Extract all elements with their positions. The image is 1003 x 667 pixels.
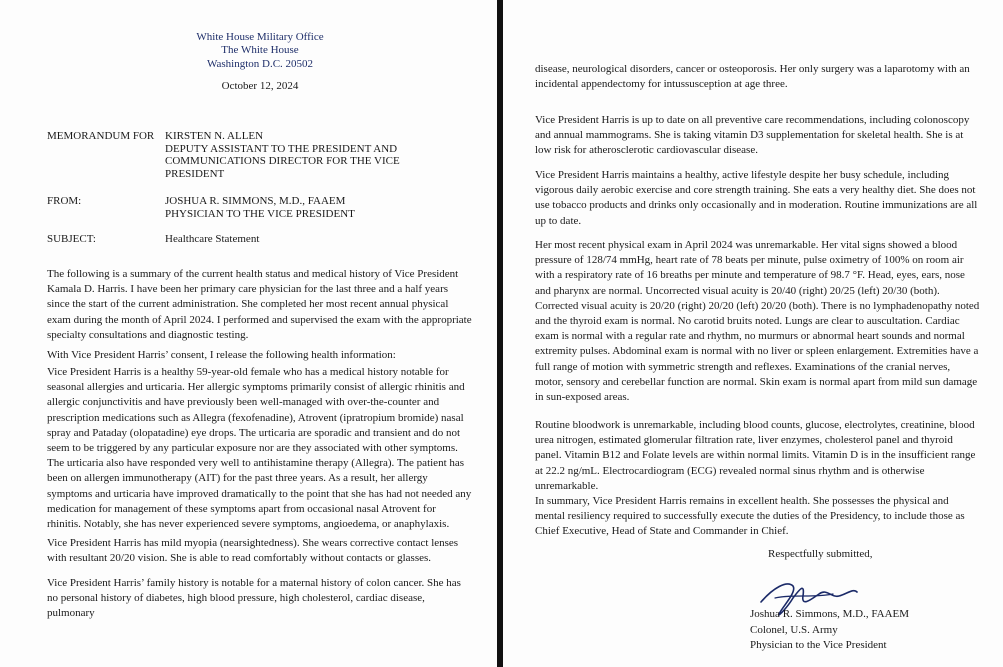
body-paragraph: Routine bloodwork is unremarkable, including blood counts, glucose, electrolytes, creatinine, blood urea nitrogen, estimated glomerular filtration rate, liver enzymes, cholesterol panel and thyroid panel. Vitamin B12 and Folate levels are within normal limits. Vitamin D is in the insufficient range at 22.2 ng/mL. Electrocardiogram (ECG) revealed normal sinus rhythm and is otherwise unremarkable. (535, 419, 976, 492)
body-paragraph: Vice President Harris is up to date on all preventive care recommendations, including colonoscopy and annual mammograms. She is taking vitamin D3 supplementation for skeletal health. She is at low risk for atherosclerotic cardiovascular disease. (535, 114, 970, 157)
memo-from-value (165, 195, 485, 220)
letterhead-office: White House Military Office (196, 31, 324, 43)
memo-for-line: PRESIDENT (165, 167, 225, 180)
memo-for-value (165, 130, 485, 180)
memo-for-line: DEPUTY ASSISTANT TO THE PRESIDENT AND (165, 142, 398, 155)
memo-for-label: MEMORANDUM FOR (47, 130, 155, 142)
memo-page-left (0, 0, 497, 667)
body-paragraph: Vice President Harris maintains a healthy, active lifestyle despite her busy schedule, including vigorous daily aerobic exercise and core strength training. She eats a very healthy diet. She does not use tobacco products and drinks only occasionally and in moderation. Routine immunizations are all up to date. (535, 169, 978, 227)
memo-date: October 12, 2024 (221, 80, 299, 92)
memo-for-line: KIRSTEN N. ALLEN (165, 130, 264, 142)
letterhead-city: Washington D.C. 20502 (206, 57, 314, 70)
letterhead-house: The White House (221, 44, 299, 57)
body-paragraph: Her most recent physical exam in April 2024 was unremarkable. Her vital signs showed a blood pressure of 128/74 mmHg, heart rate of 78 beats per minute, pulse oximetry of 100% on room air with a respiratory rate of 16 breaths per minute and temperature of 98.7 °F. Head, eyes, ears, nose and pharynx are normal. Uncorrected visual acuity is 20/40 (right) 20/25 (left) 20/30 (both). Corrected visual acuity is 20/20 (right) 20/20 (left) 20/20 (both). There is no lymphadenopathy noted and the thyroid exam is normal. No carotid bruits noted. Lungs are clear to auscultation. Cardiac exam is normal with a regular rate and rhythm, no murmurs or abnormal heart sounds and normal extremity pulses. Abdominal exam is normal with no liver or spleen enlargement. Extremities have a full range of motion with symmetric strength and reflexes. Examinations of the cranial nerves, motor, sensory and cerebellar function are normal. Skin exam is normal apart from mild sun damage in sun-exposed areas. (535, 239, 980, 404)
signer-name: Joshua R. Simmons, M.D., FAAEM (750, 608, 910, 620)
memo-subject-value: Healthcare Statement (165, 233, 260, 245)
memo-page-right (503, 0, 1003, 667)
body-paragraph: Vice President Harris has mild myopia (nearsightedness). She wears corrective contact lenses with resultant 20/20 vision. She is able to read comfortably without contacts or glasses. (47, 537, 459, 565)
body-paragraph: disease, neurological disorders, cancer or osteoporosis. Her only surgery was a laparotomy with an incidental appendectomy for intussusception at age three. (535, 63, 970, 91)
memo-from-label: FROM: (47, 195, 82, 207)
memo-from-line: PHYSICIAN TO THE VICE PRESIDENT (165, 207, 355, 220)
closing-line: Respectfully submitted, (768, 548, 873, 560)
memo-from-line: JOSHUA R. SIMMONS, M.D., FAAEM (165, 195, 346, 207)
signer-title: Physician to the Vice President (750, 639, 887, 652)
letterhead (175, 31, 345, 71)
signature-block (750, 607, 909, 654)
body-paragraph: Vice President Harris’ family history is notable for a maternal history of colon cancer. She has no personal history of diabetes, high blood pressure, high cholesterol, cardiac disease, pulmonary (47, 577, 461, 620)
body-paragraph: The following is a summary of the current health status and medical history of Vice President Kamala D. Harris. I have been her primary care physician for the last three and a half years since the start of the current administration. She completed her most recent annual physical exam during the month of April 2024. I performed and supervised the exam with the appropriate specialty consultations and diagnostic testing. (47, 268, 472, 341)
signer-rank: Colonel, U.S. Army (750, 623, 838, 636)
body-paragraph: In summary, Vice President Harris remains in excellent health. She possesses the physical and mental resiliency required to successfully execute the duties of the Presidency, to include those as Chief Executive, Head of State and Commander in Chief. (535, 495, 965, 538)
memo-subject-label: SUBJECT: (47, 233, 96, 245)
memo-for-line: COMMUNICATIONS DIRECTOR FOR THE VICE (165, 155, 400, 168)
body-paragraph: With Vice President Harris’ consent, I release the following health information: (47, 349, 396, 361)
body-paragraph: Vice President Harris is a healthy 59-year-old female who has a medical history notable for seasonal allergies and urticaria. Her allergic symptoms primarily consist of allergic rhinitis and allergic conjunctivitis and have previously been well-managed with over-the-counter and prescription medications such as Allegra (fexofenadine), Atrovent (ipratropium bromide) nasal spray and Pataday (olopatadine) eye drops. The urticaria are sporadic and transient and do not seem to be triggered by any particular exposure nor are they associated with other symptoms. The urticaria also have responded very well to antihistamine therapy (Allegra). The patient has been on allergen immunotherapy (AIT) for the past three years. As a result, her allergy symptoms and urticaria have improved dramatically to the point that she has had not needed any medication for management of these symptoms apart from occasional nasal Atrovent for rhinitis. Notably, she has never experienced severe symptoms, angioedema, or anaphylaxis. (47, 366, 472, 531)
